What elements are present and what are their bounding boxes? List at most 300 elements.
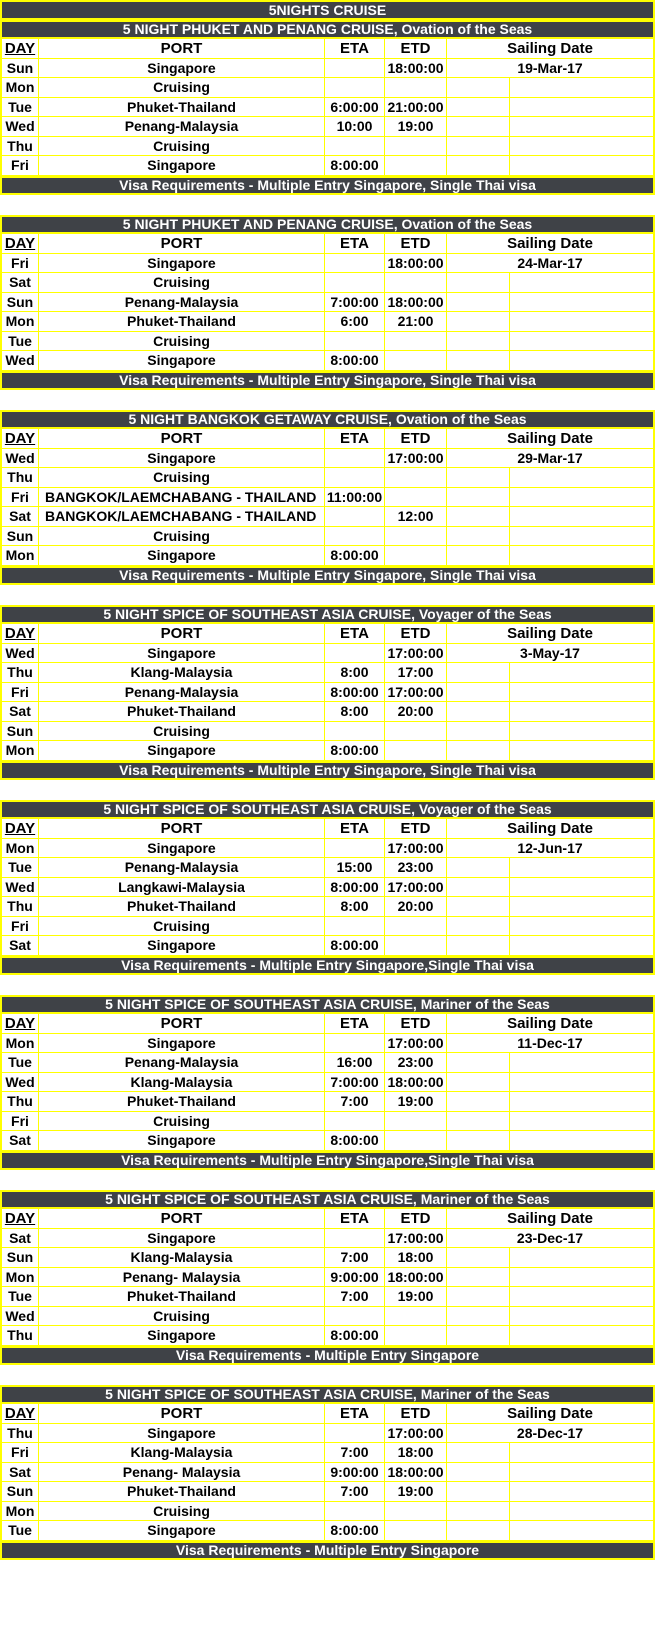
- cruise-title: 5 NIGHT SPICE OF SOUTHEAST ASIA CRUISE, Mariner of the Seas: [0, 1190, 655, 1210]
- blank-cell: [447, 1073, 510, 1093]
- blank-cell: [447, 351, 510, 371]
- schedule-row: [0, 546, 655, 566]
- port-cell: Cruising: [39, 273, 325, 293]
- day-cell: Wed: [0, 644, 39, 664]
- header-sailing-date: Sailing Date: [447, 39, 655, 59]
- port-cell: Phuket-Thailand: [39, 1287, 325, 1307]
- cruise-title: 5 NIGHT PHUKET AND PENANG CRUISE, Ovation of the Seas: [0, 20, 655, 40]
- etd-cell: [385, 332, 447, 352]
- blank-cell: [447, 1268, 510, 1288]
- day-cell: Tue: [0, 1287, 39, 1307]
- blank-cell: [510, 1521, 655, 1541]
- schedule-row: [0, 488, 655, 508]
- cruise-title-row: [0, 1190, 655, 1210]
- eta-cell: [325, 507, 385, 527]
- schedule-row: [0, 858, 655, 878]
- header-port: PORT: [39, 234, 325, 254]
- etd-cell: 17:00:00: [385, 683, 447, 703]
- visa-row: [0, 1151, 655, 1171]
- day-cell: Wed: [0, 117, 39, 137]
- sailing-date-cell: 29-Mar-17: [447, 449, 655, 469]
- day-cell: Wed: [0, 878, 39, 898]
- etd-cell: 18:00: [385, 1443, 447, 1463]
- blank-cell: [510, 156, 655, 176]
- eta-cell: 8:00:00: [325, 1131, 385, 1151]
- blank-cell: [510, 722, 655, 742]
- etd-cell: [385, 78, 447, 98]
- port-cell: Singapore: [39, 449, 325, 469]
- eta-cell: [325, 449, 385, 469]
- blank-cell: [510, 663, 655, 683]
- day-cell: Thu: [0, 1326, 39, 1346]
- visa-row: [0, 371, 655, 391]
- port-cell: Cruising: [39, 722, 325, 742]
- port-cell: Singapore: [39, 546, 325, 566]
- sailing-date-cell: 23-Dec-17: [447, 1229, 655, 1249]
- cruise-title: 5 NIGHT BANGKOK GETAWAY CRUISE, Ovation of the Seas: [0, 410, 655, 430]
- schedule-row: [0, 351, 655, 371]
- day-cell: Sun: [0, 722, 39, 742]
- header-day: DAY: [0, 234, 39, 254]
- eta-cell: [325, 78, 385, 98]
- eta-cell: 7:00:00: [325, 293, 385, 313]
- eta-cell: 8:00:00: [325, 1521, 385, 1541]
- header-day: DAY: [0, 624, 39, 644]
- header-day: DAY: [0, 39, 39, 59]
- schedule-row: [0, 839, 655, 859]
- eta-cell: [325, 1424, 385, 1444]
- port-cell: Cruising: [39, 137, 325, 157]
- schedule-row: [0, 1326, 655, 1346]
- header-port: PORT: [39, 429, 325, 449]
- schedule-row: [0, 527, 655, 547]
- schedule-row: [0, 156, 655, 176]
- blank-cell: [447, 546, 510, 566]
- etd-cell: 17:00:00: [385, 644, 447, 664]
- day-cell: Tue: [0, 1521, 39, 1541]
- eta-cell: 7:00: [325, 1482, 385, 1502]
- etd-cell: 18:00:00: [385, 293, 447, 313]
- eta-cell: 7:00: [325, 1248, 385, 1268]
- schedule-row: [0, 273, 655, 293]
- schedule-row: [0, 1131, 655, 1151]
- eta-cell: 9:00:00: [325, 1463, 385, 1483]
- column-header-row: [0, 1209, 655, 1229]
- day-cell: Mon: [0, 312, 39, 332]
- schedule-row: [0, 683, 655, 703]
- cruise-title: 5 NIGHT SPICE OF SOUTHEAST ASIA CRUISE, Mariner of the Seas: [0, 995, 655, 1015]
- blank-cell: [510, 507, 655, 527]
- header-port: PORT: [39, 624, 325, 644]
- schedule-row: [0, 1092, 655, 1112]
- visa-requirements: Visa Requirements - Multiple Entry Singapore, Single Thai visa: [0, 371, 655, 391]
- etd-cell: [385, 137, 447, 157]
- eta-cell: 6:00: [325, 312, 385, 332]
- visa-requirements: Visa Requirements - Multiple Entry Singapore: [0, 1346, 655, 1366]
- schedule-row: [0, 117, 655, 137]
- etd-cell: [385, 917, 447, 937]
- blank-cell: [510, 1326, 655, 1346]
- port-cell: Penang- Malaysia: [39, 1268, 325, 1288]
- sailing-date-cell: 3-May-17: [447, 644, 655, 664]
- day-cell: Mon: [0, 1034, 39, 1054]
- blank-cell: [447, 1092, 510, 1112]
- header-port: PORT: [39, 1404, 325, 1424]
- day-cell: Sat: [0, 702, 39, 722]
- blank-cell: [510, 1092, 655, 1112]
- port-cell: Phuket-Thailand: [39, 1092, 325, 1112]
- cruise-title-row: [0, 1385, 655, 1405]
- blank-cell: [447, 98, 510, 118]
- blank-cell: [447, 1248, 510, 1268]
- day-cell: Thu: [0, 897, 39, 917]
- schedule-row: [0, 1307, 655, 1327]
- eta-cell: 7:00: [325, 1443, 385, 1463]
- etd-cell: 21:00: [385, 312, 447, 332]
- blank-cell: [447, 507, 510, 527]
- port-cell: Cruising: [39, 1307, 325, 1327]
- header-eta: ETA: [325, 429, 385, 449]
- header-port: PORT: [39, 1209, 325, 1229]
- schedule-row: [0, 1073, 655, 1093]
- etd-cell: 20:00: [385, 702, 447, 722]
- header-etd: ETD: [385, 234, 447, 254]
- etd-cell: [385, 1112, 447, 1132]
- sailing-date-cell: 19-Mar-17: [447, 59, 655, 79]
- port-cell: Klang-Malaysia: [39, 1443, 325, 1463]
- separator-row: [0, 975, 655, 995]
- eta-cell: 7:00: [325, 1092, 385, 1112]
- port-cell: Singapore: [39, 839, 325, 859]
- day-cell: Sun: [0, 293, 39, 313]
- port-cell: Penang-Malaysia: [39, 293, 325, 313]
- day-cell: Mon: [0, 839, 39, 859]
- etd-cell: 17:00:00: [385, 1034, 447, 1054]
- blank-cell: [447, 117, 510, 137]
- sheet-title-row: [0, 0, 655, 20]
- etd-cell: 17:00:00: [385, 1229, 447, 1249]
- cruise-title-row: [0, 605, 655, 625]
- cruise-title: 5 NIGHT PHUKET AND PENANG CRUISE, Ovation of the Seas: [0, 215, 655, 235]
- schedule-row: [0, 1521, 655, 1541]
- header-etd: ETD: [385, 1014, 447, 1034]
- etd-cell: 18:00:00: [385, 1268, 447, 1288]
- etd-cell: 21:00:00: [385, 98, 447, 118]
- schedule-row: [0, 78, 655, 98]
- blank-cell: [510, 527, 655, 547]
- eta-cell: 8:00: [325, 897, 385, 917]
- eta-cell: 7:00:00: [325, 1073, 385, 1093]
- port-cell: Penang-Malaysia: [39, 683, 325, 703]
- port-cell: BANGKOK/LAEMCHABANG - THAILAND: [39, 507, 325, 527]
- blank-cell: [447, 273, 510, 293]
- schedule-row: [0, 468, 655, 488]
- header-day: DAY: [0, 1014, 39, 1034]
- blank-cell: [510, 1287, 655, 1307]
- sheet-title: 5NIGHTS CRUISE: [0, 0, 655, 20]
- port-cell: Penang-Malaysia: [39, 858, 325, 878]
- cruise-title: 5 NIGHT SPICE OF SOUTHEAST ASIA CRUISE, Voyager of the Seas: [0, 605, 655, 625]
- blank-cell: [510, 741, 655, 761]
- day-cell: Sun: [0, 59, 39, 79]
- blank-cell: [447, 1307, 510, 1327]
- blank-cell: [447, 293, 510, 313]
- port-cell: Singapore: [39, 1424, 325, 1444]
- port-cell: Singapore: [39, 59, 325, 79]
- blank-cell: [447, 156, 510, 176]
- day-cell: Fri: [0, 156, 39, 176]
- schedule-row: [0, 137, 655, 157]
- eta-cell: [325, 722, 385, 742]
- header-etd: ETD: [385, 1209, 447, 1229]
- schedule-row: [0, 1248, 655, 1268]
- cruise-title-row: [0, 800, 655, 820]
- cruise-title-row: [0, 410, 655, 430]
- port-cell: Phuket-Thailand: [39, 312, 325, 332]
- port-cell: Phuket-Thailand: [39, 1482, 325, 1502]
- schedule-row: [0, 293, 655, 313]
- blank-cell: [447, 137, 510, 157]
- blank-cell: [510, 878, 655, 898]
- day-cell: Sat: [0, 1131, 39, 1151]
- etd-cell: 17:00:00: [385, 878, 447, 898]
- etd-cell: [385, 722, 447, 742]
- blank-cell: [510, 1443, 655, 1463]
- day-cell: Wed: [0, 351, 39, 371]
- schedule-row: [0, 1482, 655, 1502]
- blank-cell: [510, 1053, 655, 1073]
- port-cell: Singapore: [39, 741, 325, 761]
- port-cell: Singapore: [39, 156, 325, 176]
- eta-cell: 8:00: [325, 702, 385, 722]
- etd-cell: 17:00:00: [385, 1424, 447, 1444]
- eta-cell: 16:00: [325, 1053, 385, 1073]
- schedule-row: [0, 897, 655, 917]
- day-cell: Sat: [0, 1229, 39, 1249]
- etd-cell: [385, 741, 447, 761]
- header-etd: ETD: [385, 39, 447, 59]
- header-eta: ETA: [325, 819, 385, 839]
- header-sailing-date: Sailing Date: [447, 234, 655, 254]
- header-day: DAY: [0, 429, 39, 449]
- eta-cell: [325, 1034, 385, 1054]
- column-header-row: [0, 1014, 655, 1034]
- cruise-title-row: [0, 995, 655, 1015]
- day-cell: Thu: [0, 663, 39, 683]
- schedule-row: [0, 254, 655, 274]
- etd-cell: [385, 546, 447, 566]
- day-cell: Wed: [0, 1307, 39, 1327]
- etd-cell: 17:00: [385, 663, 447, 683]
- schedule-row: [0, 59, 655, 79]
- day-cell: Wed: [0, 449, 39, 469]
- etd-cell: 12:00: [385, 507, 447, 527]
- blank-cell: [447, 1053, 510, 1073]
- day-cell: Tue: [0, 858, 39, 878]
- separator-row: [0, 780, 655, 800]
- blank-cell: [447, 1502, 510, 1522]
- blank-cell: [447, 858, 510, 878]
- port-cell: Cruising: [39, 1112, 325, 1132]
- port-cell: Penang- Malaysia: [39, 1463, 325, 1483]
- port-cell: Singapore: [39, 1521, 325, 1541]
- blank-cell: [447, 1482, 510, 1502]
- etd-cell: 18:00:00: [385, 254, 447, 274]
- blank-cell: [447, 1463, 510, 1483]
- blank-cell: [510, 546, 655, 566]
- blank-cell: [510, 137, 655, 157]
- etd-cell: 17:00:00: [385, 839, 447, 859]
- blank-cell: [447, 527, 510, 547]
- day-cell: Mon: [0, 1268, 39, 1288]
- column-header-row: [0, 429, 655, 449]
- header-eta: ETA: [325, 234, 385, 254]
- day-cell: Mon: [0, 1502, 39, 1522]
- port-cell: Klang-Malaysia: [39, 663, 325, 683]
- schedule-row: [0, 1502, 655, 1522]
- header-sailing-date: Sailing Date: [447, 1014, 655, 1034]
- day-cell: Sat: [0, 273, 39, 293]
- sailing-date-cell: 11-Dec-17: [447, 1034, 655, 1054]
- sailing-date-cell: 12-Jun-17: [447, 839, 655, 859]
- blank-cell: [447, 917, 510, 937]
- cruise-title-row: [0, 215, 655, 235]
- blank-cell: [510, 468, 655, 488]
- schedule-row: [0, 1112, 655, 1132]
- schedule-row: [0, 644, 655, 664]
- port-cell: Cruising: [39, 527, 325, 547]
- blank-cell: [510, 1268, 655, 1288]
- blank-cell: [510, 98, 655, 118]
- day-cell: Sat: [0, 1463, 39, 1483]
- eta-cell: 10:00: [325, 117, 385, 137]
- blank-cell: [447, 332, 510, 352]
- etd-cell: 23:00: [385, 1053, 447, 1073]
- etd-cell: [385, 1326, 447, 1346]
- etd-cell: 19:00: [385, 1092, 447, 1112]
- port-cell: Cruising: [39, 78, 325, 98]
- blank-cell: [447, 683, 510, 703]
- port-cell: Cruising: [39, 917, 325, 937]
- port-cell: Singapore: [39, 1229, 325, 1249]
- column-header-row: [0, 39, 655, 59]
- blank-cell: [447, 1443, 510, 1463]
- visa-requirements: Visa Requirements - Multiple Entry Singapore,Single Thai visa: [0, 956, 655, 976]
- day-cell: Tue: [0, 98, 39, 118]
- etd-cell: 20:00: [385, 897, 447, 917]
- etd-cell: 18:00:00: [385, 59, 447, 79]
- blank-cell: [447, 488, 510, 508]
- day-cell: Thu: [0, 1424, 39, 1444]
- blank-cell: [447, 468, 510, 488]
- day-cell: Thu: [0, 468, 39, 488]
- schedule-row: [0, 1229, 655, 1249]
- schedule-row: [0, 663, 655, 683]
- blank-cell: [447, 702, 510, 722]
- blank-cell: [510, 78, 655, 98]
- schedule-row: [0, 507, 655, 527]
- etd-cell: [385, 1307, 447, 1327]
- port-cell: Singapore: [39, 644, 325, 664]
- schedule-row: [0, 1034, 655, 1054]
- eta-cell: 7:00: [325, 1287, 385, 1307]
- day-cell: Fri: [0, 254, 39, 274]
- eta-cell: 11:00:00: [325, 488, 385, 508]
- blank-cell: [447, 1287, 510, 1307]
- etd-cell: 18:00:00: [385, 1463, 447, 1483]
- schedule-row: [0, 1268, 655, 1288]
- visa-requirements: Visa Requirements - Multiple Entry Singapore,Single Thai visa: [0, 1151, 655, 1171]
- header-eta: ETA: [325, 1209, 385, 1229]
- etd-cell: [385, 468, 447, 488]
- day-cell: Fri: [0, 683, 39, 703]
- blank-cell: [510, 351, 655, 371]
- schedule-row: [0, 917, 655, 937]
- header-day: DAY: [0, 819, 39, 839]
- eta-cell: [325, 59, 385, 79]
- etd-cell: [385, 351, 447, 371]
- etd-cell: 19:00: [385, 117, 447, 137]
- blank-cell: [510, 917, 655, 937]
- blank-cell: [447, 663, 510, 683]
- blank-cell: [510, 683, 655, 703]
- column-header-row: [0, 1404, 655, 1424]
- eta-cell: [325, 1112, 385, 1132]
- blank-cell: [510, 936, 655, 956]
- day-cell: Fri: [0, 1443, 39, 1463]
- etd-cell: [385, 1502, 447, 1522]
- schedule-row: [0, 332, 655, 352]
- eta-cell: 8:00:00: [325, 936, 385, 956]
- eta-cell: 8:00:00: [325, 546, 385, 566]
- blank-cell: [510, 1307, 655, 1327]
- port-cell: Klang-Malaysia: [39, 1248, 325, 1268]
- schedule-row: [0, 312, 655, 332]
- eta-cell: [325, 332, 385, 352]
- header-etd: ETD: [385, 429, 447, 449]
- header-eta: ETA: [325, 624, 385, 644]
- etd-cell: 19:00: [385, 1482, 447, 1502]
- blank-cell: [510, 1248, 655, 1268]
- eta-cell: 8:00:00: [325, 878, 385, 898]
- visa-row: [0, 761, 655, 781]
- blank-cell: [510, 858, 655, 878]
- day-cell: Thu: [0, 137, 39, 157]
- header-etd: ETD: [385, 819, 447, 839]
- visa-requirements: Visa Requirements - Multiple Entry Singapore: [0, 1541, 655, 1561]
- separator-row: [0, 1365, 655, 1385]
- header-etd: ETD: [385, 1404, 447, 1424]
- etd-cell: 17:00:00: [385, 449, 447, 469]
- port-cell: Singapore: [39, 1326, 325, 1346]
- eta-cell: [325, 273, 385, 293]
- blank-cell: [510, 1073, 655, 1093]
- day-cell: Tue: [0, 1053, 39, 1073]
- port-cell: Singapore: [39, 936, 325, 956]
- header-eta: ETA: [325, 1404, 385, 1424]
- port-cell: Penang-Malaysia: [39, 1053, 325, 1073]
- etd-cell: [385, 1521, 447, 1541]
- header-etd: ETD: [385, 624, 447, 644]
- etd-cell: [385, 1131, 447, 1151]
- blank-cell: [447, 78, 510, 98]
- etd-cell: 19:00: [385, 1287, 447, 1307]
- schedule-row: [0, 1287, 655, 1307]
- separator-row: [0, 585, 655, 605]
- day-cell: Wed: [0, 1073, 39, 1093]
- header-sailing-date: Sailing Date: [447, 624, 655, 644]
- port-cell: Singapore: [39, 351, 325, 371]
